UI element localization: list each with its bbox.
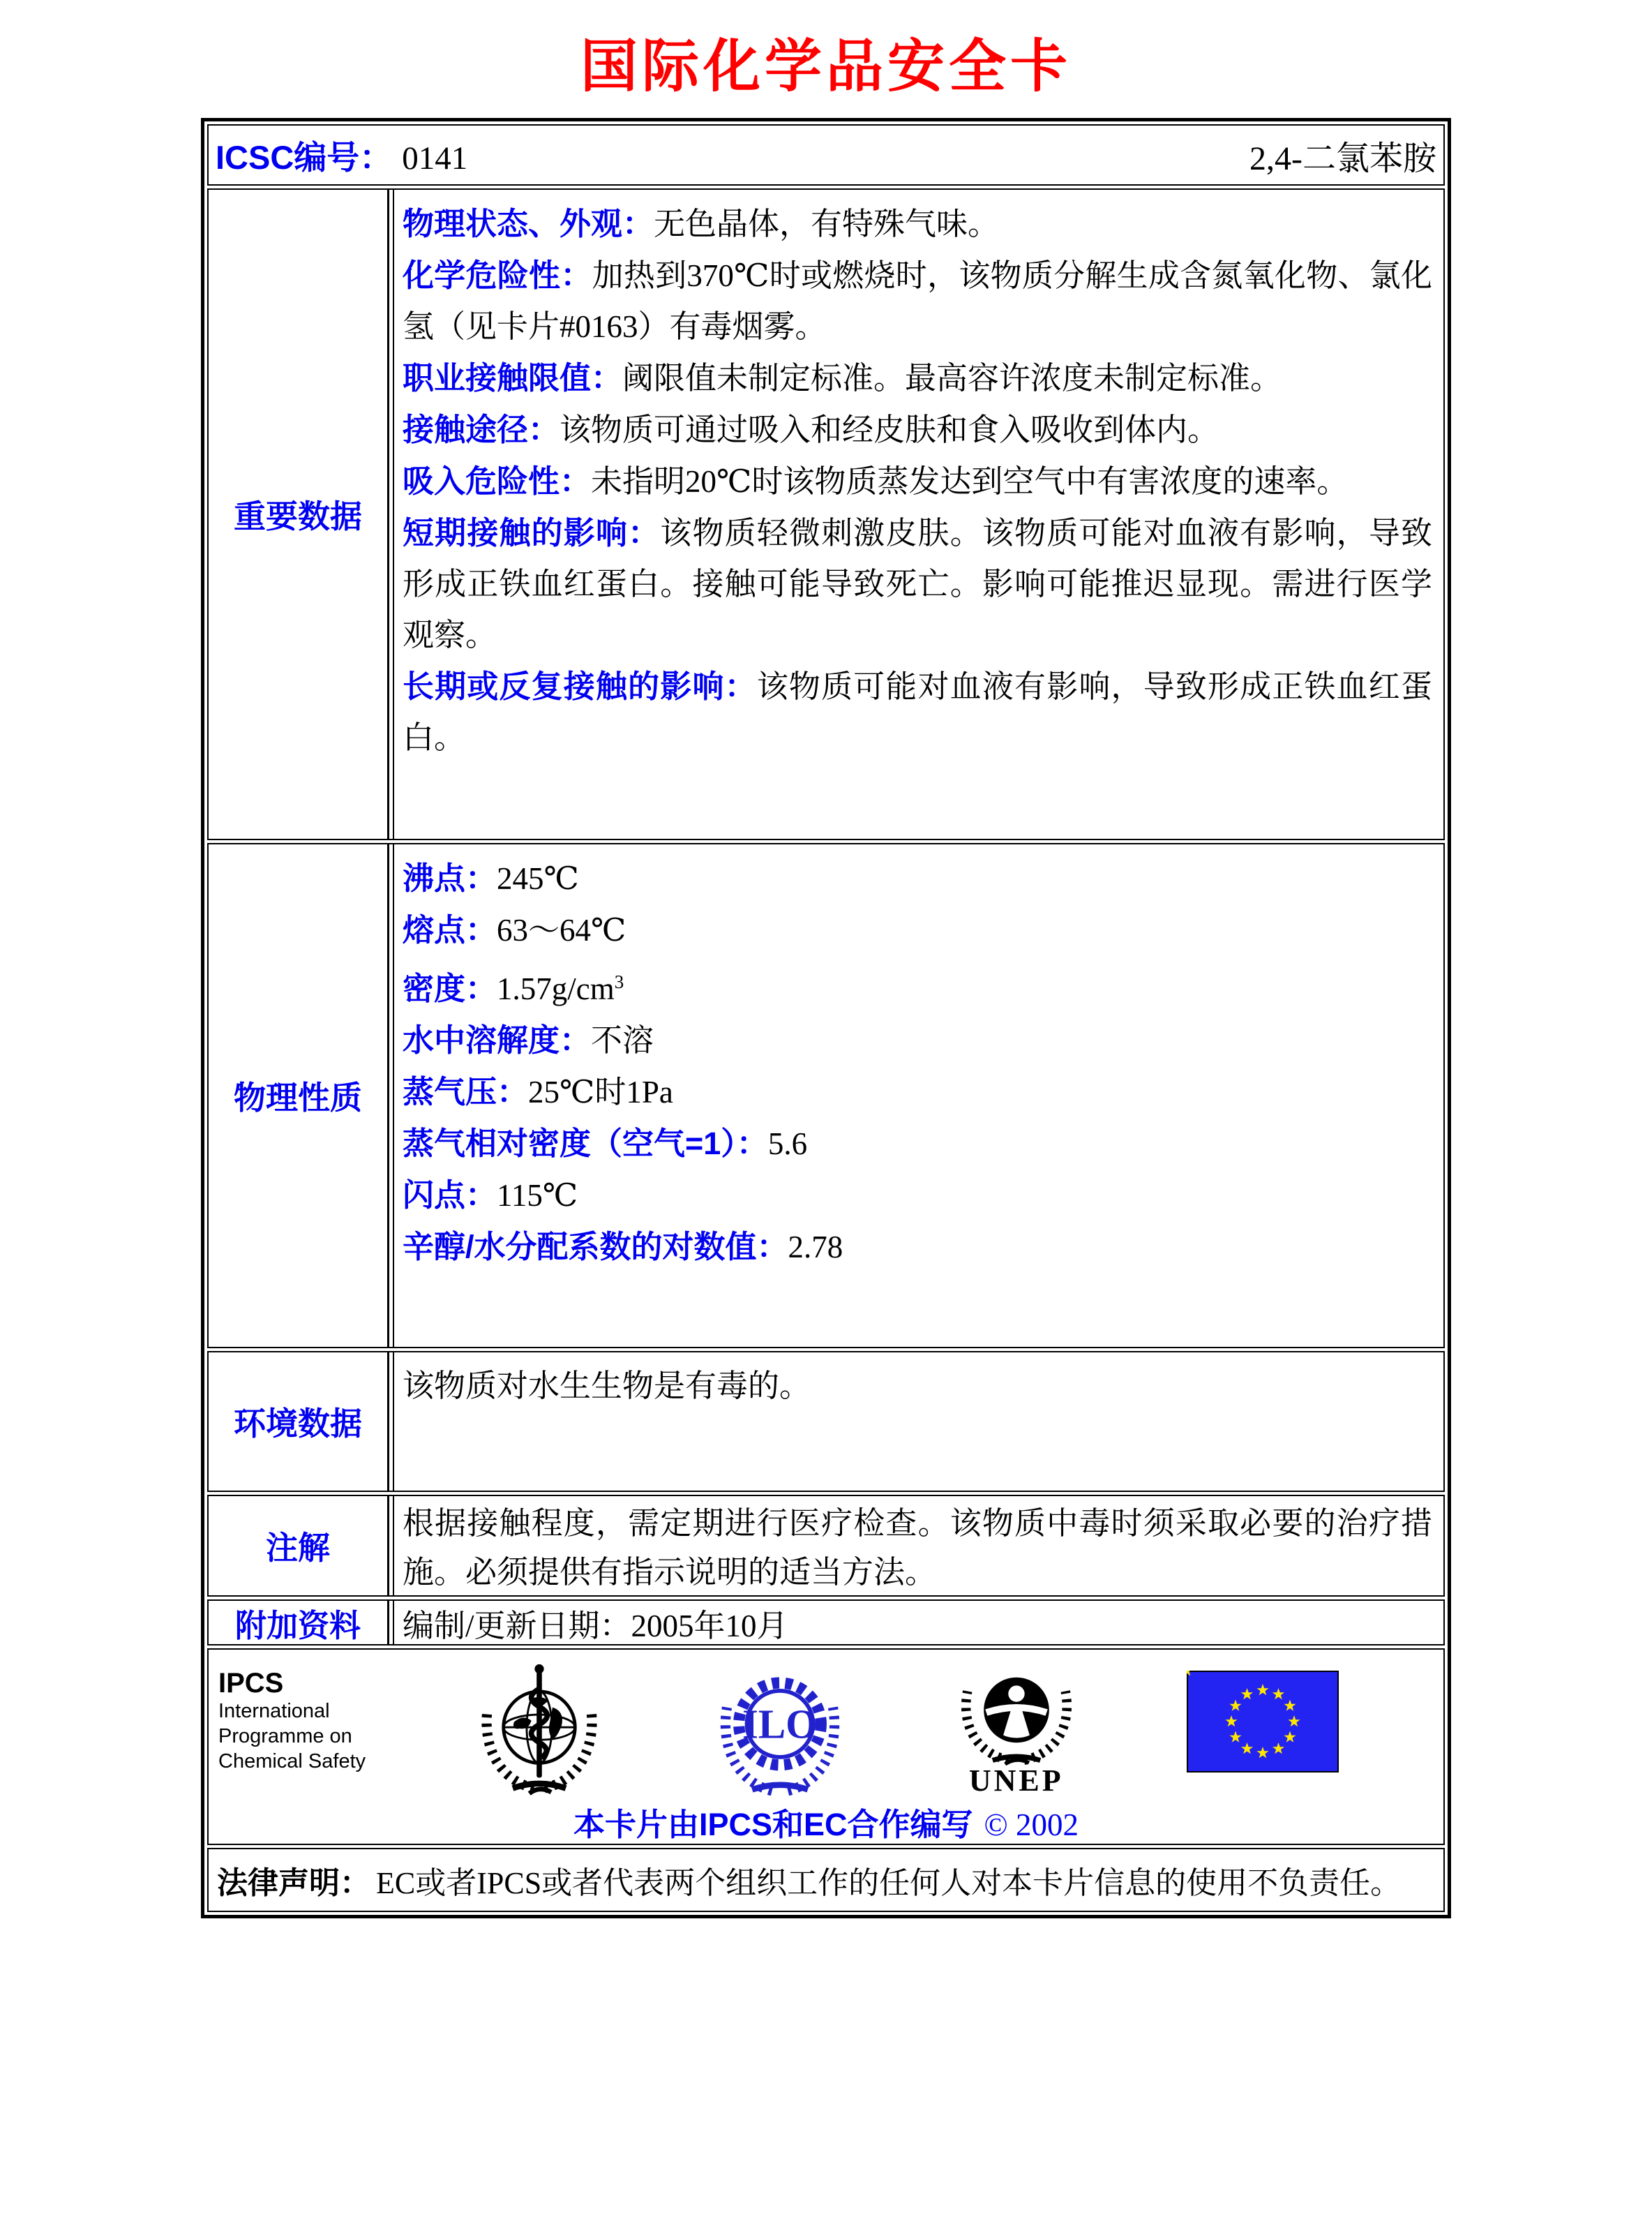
row-physical-properties xyxy=(207,843,1445,1348)
row-legal xyxy=(207,1848,1445,1912)
credit-line xyxy=(209,1799,1443,1844)
credit-text: 本卡片由IPCS和EC合作编写 xyxy=(573,1807,973,1842)
property-label: 水中溶解度： xyxy=(403,1022,592,1058)
property-label: 闪点： xyxy=(403,1177,497,1213)
notes-content: 根据接触程度，需定期进行医疗检查。该物质中毒时须采取必要的治疗措施。必须提供有指示说明的适当方法。 xyxy=(393,1496,1443,1595)
property-line xyxy=(403,352,1432,404)
page-title: 国际化学品安全卡 xyxy=(580,33,1072,100)
icsc-number-label: ICSC编号： xyxy=(216,138,393,176)
property-label: 短期接触的影响： xyxy=(403,515,661,551)
section-label-environmental-data: 环境数据 xyxy=(209,1352,389,1491)
property-value: 阈限值未制定标准。最高容许浓度未制定标准。 xyxy=(622,361,1282,396)
svg-text:ILO: ILO xyxy=(742,1701,818,1747)
property-value: 2.78 xyxy=(788,1230,843,1264)
eu-flag-icon xyxy=(1187,1671,1339,1773)
property-label: 沸点： xyxy=(403,860,497,896)
property-value: 5.6 xyxy=(767,1126,808,1161)
row-header xyxy=(207,124,1445,186)
property-line xyxy=(403,904,1432,956)
section-label-important-data: 重要数据 xyxy=(209,190,389,839)
icsc-number xyxy=(216,132,467,179)
property-line: 密度：$1.57g/cm^3$ xyxy=(403,971,624,1006)
property-line xyxy=(403,1015,1432,1066)
property-line xyxy=(403,853,1432,904)
legal-text: EC或者IPCS或者代表两个组织工作的任何人对本卡片信息的使用不负责任。 xyxy=(376,1866,1402,1900)
row-notes xyxy=(207,1495,1445,1597)
row-additional-info xyxy=(207,1599,1445,1645)
property-value: 115℃ xyxy=(497,1178,578,1213)
property-value: 加热到370℃时或燃烧时，该物质分解生成含氮氧化物、氯化氢（见卡片#0163）有毒烟雾。 xyxy=(403,258,1432,344)
property-line xyxy=(403,661,1432,763)
property-line xyxy=(403,1118,1432,1170)
important-data-content xyxy=(393,190,1443,839)
property-label: 辛醇/水分配系数的对数值： xyxy=(403,1229,788,1264)
ipcs-desc-line2: Programme on xyxy=(218,1725,352,1747)
icsc-number-value: 0141 xyxy=(402,140,468,177)
property-label: 接触途径： xyxy=(403,412,560,447)
environmental-data-content: 该物质对水生生物是有毒的。 xyxy=(393,1352,1443,1491)
section-label-notes: 注解 xyxy=(209,1496,389,1595)
logos-line xyxy=(209,1650,1443,1798)
property-label: 密度： xyxy=(403,971,497,1006)
unep-logo-icon xyxy=(954,1661,1079,1766)
unep-logo-block xyxy=(954,1661,1079,1796)
section-label-additional-info: 附加资料 xyxy=(209,1601,389,1644)
property-line xyxy=(403,404,1432,456)
row-environmental-data xyxy=(207,1351,1445,1492)
ilo-logo-icon xyxy=(714,1661,846,1798)
property-line xyxy=(403,507,1432,661)
property-line xyxy=(403,1170,1432,1221)
property-value: 25℃时1Pa xyxy=(528,1075,673,1110)
icsc-card xyxy=(201,118,1451,1918)
unep-text: UNEP xyxy=(968,1763,1064,1798)
property-value: 245℃ xyxy=(497,861,579,896)
property-value: 1.57g/cm xyxy=(497,971,615,1006)
property-label: 熔点： xyxy=(403,912,497,948)
row-important-data xyxy=(207,188,1445,840)
property-value: 该物质轻微刺激皮肤。该物质可能对血液有影响，导致形成正铁血红蛋白。接触可能导致死亡。影响可能推迟显现。需进行医学观察。 xyxy=(403,516,1432,652)
chemical-name: 2,4-二氯苯胺 xyxy=(1249,140,1436,177)
property-line xyxy=(403,1066,1432,1118)
property-line xyxy=(403,1221,1432,1273)
copyright-text: © 2002 xyxy=(984,1807,1079,1842)
property-value: 该物质可通过吸入和经皮肤和食入吸收到体内。 xyxy=(560,412,1219,447)
property-line xyxy=(403,456,1432,507)
property-label: 蒸气相对密度（空气=1）： xyxy=(403,1126,768,1161)
property-label: 化学危险性： xyxy=(403,258,592,293)
property-line xyxy=(403,250,1432,352)
who-logo-icon xyxy=(473,1661,606,1798)
ipcs-title: IPCS xyxy=(218,1668,284,1699)
property-value: 该物质可能对血液有影响，导致形成正铁血红蛋白。 xyxy=(403,669,1432,755)
physical-properties-content xyxy=(393,844,1443,1347)
ipcs-desc-line1: International xyxy=(218,1700,330,1722)
property-value: 不溶 xyxy=(591,1023,654,1058)
property-label: 长期或反复接触的影响： xyxy=(403,669,757,704)
property-value: 63～64℃ xyxy=(497,913,626,948)
section-label-physical-properties: 物理性质 xyxy=(209,844,389,1347)
property-line xyxy=(403,198,1432,250)
row-logos xyxy=(207,1648,1445,1845)
property-value: 未指明20℃时该物质蒸发达到空气中有害浓度的速率。 xyxy=(591,464,1349,499)
property-label: 物理状态、外观： xyxy=(403,206,654,241)
property-label: 吸入危险性： xyxy=(403,463,592,499)
additional-info-content: 编制/更新日期：2005年10月 xyxy=(393,1601,1443,1644)
property-label: 职业接触限值： xyxy=(403,360,623,396)
property-label: 蒸气压： xyxy=(403,1074,529,1110)
ipcs-text-block xyxy=(218,1661,366,1774)
property-value: 无色晶体，有特殊气味。 xyxy=(654,207,1000,241)
ipcs-desc-line3: Chemical Safety xyxy=(218,1750,366,1773)
legal-label: 法律声明： xyxy=(217,1866,370,1900)
